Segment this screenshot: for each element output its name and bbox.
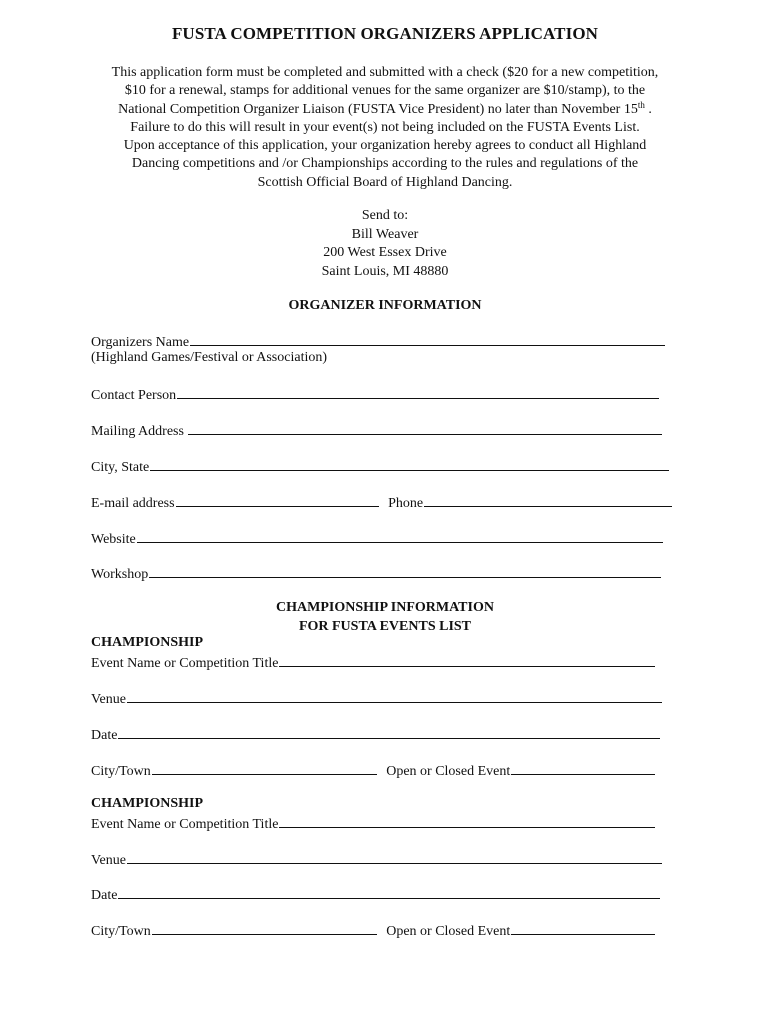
city-state-input-line[interactable] <box>150 457 669 471</box>
venue-field[interactable] <box>91 850 662 869</box>
date-input-line[interactable] <box>118 885 660 899</box>
event-name-field[interactable] <box>91 814 655 833</box>
venue-label: Venue <box>91 692 126 707</box>
website-input-line[interactable] <box>137 529 663 543</box>
city-town-input-line[interactable] <box>152 761 377 775</box>
intro-line: Scottish Official Board of Highland Dancing. <box>257 174 513 190</box>
send-to-city: Saint Louis, MI 48880 <box>321 263 449 279</box>
phone-label: Phone <box>388 496 424 511</box>
email-input-line[interactable] <box>176 493 379 507</box>
ordinal-suffix: th <box>637 99 645 110</box>
page-title: FUSTA COMPETITION ORGANIZERS APPLICATION <box>171 24 599 43</box>
event-name-label: Event Name or Competition Title <box>91 817 279 832</box>
open-closed-label: Open or Closed Event <box>386 924 511 939</box>
venue-field[interactable] <box>91 689 662 708</box>
phone-input-line[interactable] <box>424 493 672 507</box>
city-town-open-closed-row <box>91 921 655 940</box>
championship-label: CHAMPIONSHIP <box>91 635 203 650</box>
intro-line: Failure to do this will result in your event(s) not being included on the FUSTA Events List. <box>130 119 640 135</box>
date-label: Date <box>91 888 118 903</box>
city-state-field[interactable] <box>91 457 669 476</box>
intro-line: $10 for a renewal, stamps for additional venues for the same organizer are $10/stamp), to the <box>124 83 646 99</box>
city-state-label: City, State <box>91 460 150 475</box>
city-town-label: City/Town <box>91 924 151 939</box>
intro-line: Upon acceptance of this application, your organization hereby agrees to conduct all Highland <box>123 138 647 154</box>
mailing-address-input-line[interactable] <box>188 421 662 435</box>
event-name-field[interactable] <box>91 653 655 672</box>
venue-input-line[interactable] <box>127 850 662 864</box>
send-to-name: Bill Weaver <box>351 226 419 242</box>
date-field[interactable] <box>91 725 660 744</box>
venue-input-line[interactable] <box>127 689 662 703</box>
championship-section-heading-1: CHAMPIONSHIP INFORMATION <box>276 600 494 615</box>
email-label: E-mail address <box>91 496 175 511</box>
contact-person-input-line[interactable] <box>177 385 659 399</box>
contact-person-field[interactable] <box>91 385 659 404</box>
send-to-address <box>0 207 770 281</box>
city-town-input-line[interactable] <box>152 921 377 935</box>
organizers-name-field[interactable] <box>91 332 665 351</box>
organizers-name-input-line[interactable] <box>190 332 665 346</box>
intro-line: Dancing competitions and /or Championships according to the rules and regulations of the <box>131 156 639 172</box>
intro-line: National Competition Organizer Liaison (FUSTA Vice President) no later than November 15th . <box>118 99 652 117</box>
send-to-street: 200 West Essex Drive <box>323 245 447 260</box>
open-closed-label: Open or Closed Event <box>386 764 511 779</box>
open-closed-input-line[interactable] <box>511 761 655 775</box>
workshop-input-line[interactable] <box>149 564 661 578</box>
website-label: Website <box>91 532 136 547</box>
send-to-label: Send to: <box>361 208 409 223</box>
email-phone-row <box>91 493 672 512</box>
venue-label: Venue <box>91 853 126 868</box>
city-town-open-closed-row <box>91 761 655 780</box>
workshop-label: Workshop <box>91 567 149 582</box>
event-name-input-line[interactable] <box>279 814 655 828</box>
website-field[interactable] <box>91 529 663 548</box>
date-input-line[interactable] <box>118 725 660 739</box>
contact-person-label: Contact Person <box>91 388 177 403</box>
open-closed-input-line[interactable] <box>511 921 655 935</box>
championship-section-heading-2: FOR FUSTA EVENTS LIST <box>298 619 472 634</box>
event-name-label: Event Name or Competition Title <box>91 656 279 671</box>
event-name-input-line[interactable] <box>279 653 655 667</box>
organizers-name-note: (Highland Games/Festival or Association) <box>91 350 328 365</box>
organizer-section-heading: ORGANIZER INFORMATION <box>288 298 482 313</box>
championship-label: CHAMPIONSHIP <box>91 796 203 811</box>
date-label: Date <box>91 728 118 743</box>
date-field[interactable] <box>91 885 660 904</box>
workshop-field[interactable] <box>91 564 661 583</box>
intro-line: This application form must be completed and submitted with a check ($20 for a new competition, <box>111 65 659 80</box>
intro-paragraph <box>80 64 690 192</box>
mailing-address-field[interactable] <box>91 421 662 440</box>
organizers-name-label: Organizers Name <box>91 335 190 350</box>
mailing-address-label: Mailing Address <box>91 424 184 439</box>
city-town-label: City/Town <box>91 764 151 779</box>
